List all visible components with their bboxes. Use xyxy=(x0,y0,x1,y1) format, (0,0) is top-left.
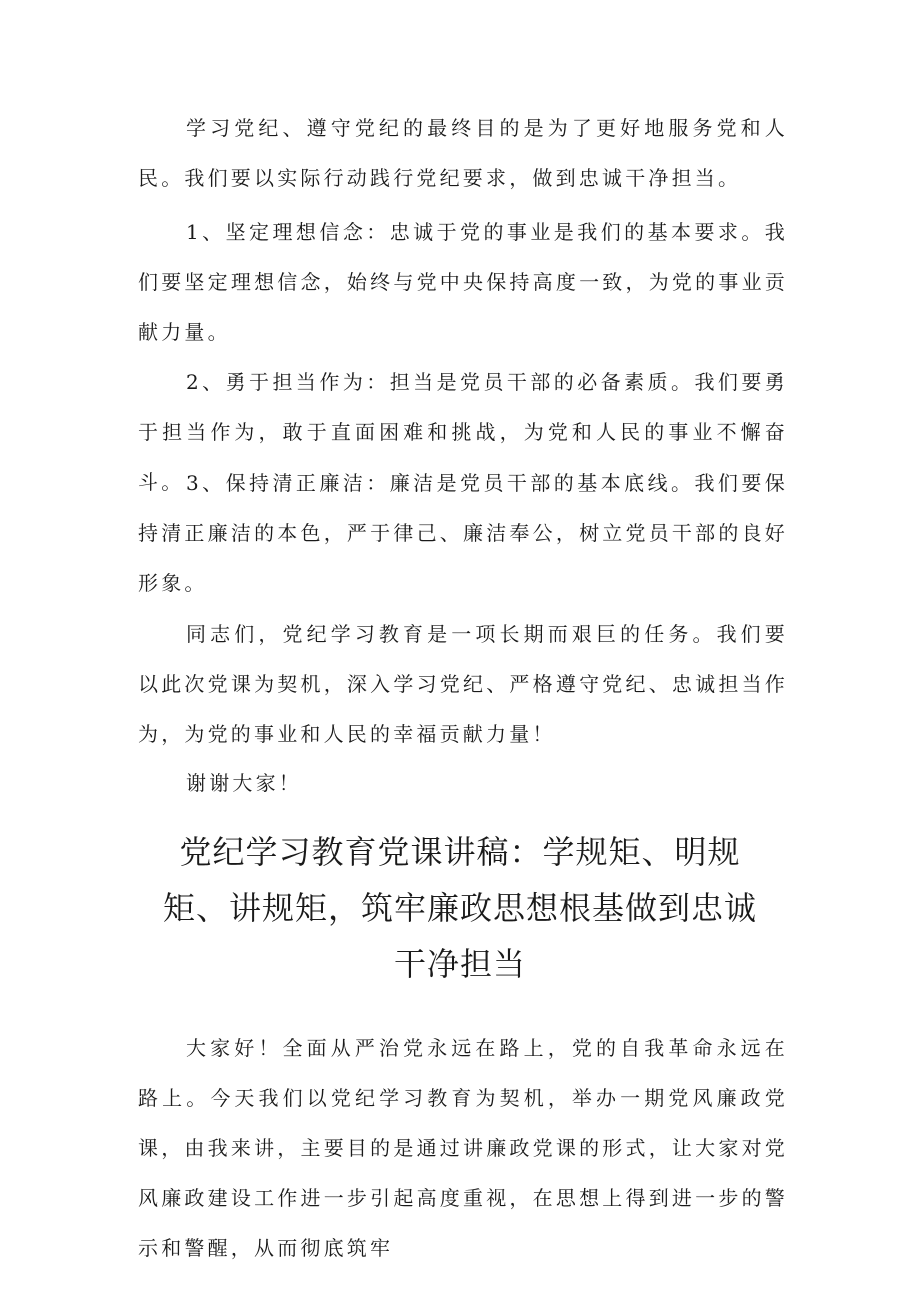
document-title: 党纪学习教育党课讲稿：学规矩、明规矩、讲规矩，筑牢廉政思想根基做到忠诚干净担当 xyxy=(162,833,757,983)
paragraph-purpose: 学习党纪、遵守党纪的最终目的是为了更好地服务党和人民。我们要以实际行动践行党纪要求，做到忠诚干净担当。 xyxy=(138,116,788,190)
paragraph-point-3: 3、保持清正廉洁：廉洁是党员干部的基本底线。我们要保持清正廉洁的本色，严于律己、廉洁奉公，树立党员干部的良好形象。 xyxy=(138,471,788,595)
paragraph-conclusion: 同志们，党纪学习教育是一项长期而艰巨的任务。我们要以此次党课为契机，深入学习党纪、严格遵守党纪、忠诚担当作为，为党的事业和人民的幸福贡献力量！ xyxy=(138,622,788,746)
paragraph-point-2: 2、勇于担当作为：担当是党员干部的必备素质。我们要勇于担当作为，敢于直面困难和挑战，为党和人民的事业不懈奋斗。 xyxy=(138,370,788,494)
paragraph-thanks: 谢谢大家！ xyxy=(186,771,302,795)
paragraph-intro: 大家好！全面从严治党永远在路上，党的自我革命永远在路上。今天我们以党纪学习教育为契机，举办一期党风廉政党课，由我来讲，主要目的是通过讲廉政党课的形式，让大家对党风廉政建设工作进一步引起高度重视，在思想上得到进一步的警示和警醒，从而彻底筑牢 xyxy=(138,1036,788,1260)
paragraph-point-1: 1、坚定理想信念：忠诚于党的事业是我们的基本要求。我们要坚定理想信念，始终与党中央保持高度一致，为党的事业贡献力量。 xyxy=(138,220,788,344)
